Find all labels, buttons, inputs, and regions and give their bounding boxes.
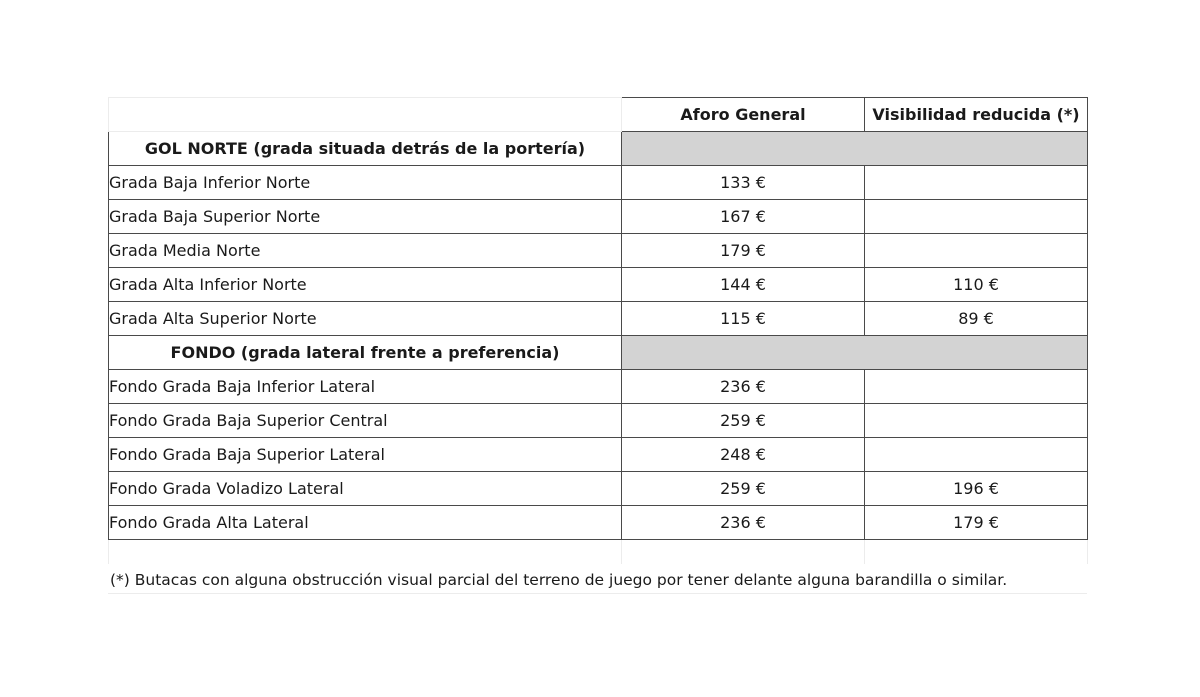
section-shaded-cell [622,336,1088,370]
section-title-fondo: FONDO (grada lateral frente a preferencia) [109,336,622,370]
spacer-cell [622,540,865,565]
price-general: 115 € [622,302,865,336]
table-row [109,438,1088,472]
table-row [109,302,1088,336]
price-reduced [865,166,1088,200]
row-label: Grada Baja Inferior Norte [109,166,622,200]
row-label: Fondo Grada Baja Superior Lateral [109,438,622,472]
price-table-container [108,97,1087,564]
price-reduced: 196 € [865,472,1088,506]
section-header-row [109,336,1088,370]
row-label: Grada Alta Inferior Norte [109,268,622,302]
section-header-row [109,132,1088,166]
spacer-cell [109,540,622,565]
table-row [109,472,1088,506]
header-row [109,98,1088,132]
row-label: Grada Baja Superior Norte [109,200,622,234]
price-general: 133 € [622,166,865,200]
price-reduced: 179 € [865,506,1088,540]
footnote-gridline [108,593,1087,594]
row-label: Fondo Grada Baja Superior Central [109,404,622,438]
price-general: 167 € [622,200,865,234]
price-reduced [865,234,1088,268]
table-row [109,404,1088,438]
column-header-general: Aforo General [622,98,865,132]
section-shaded-cell [622,132,1088,166]
table-row [109,234,1088,268]
row-label: Fondo Grada Voladizo Lateral [109,472,622,506]
table-row [109,200,1088,234]
price-general: 236 € [622,370,865,404]
price-general: 259 € [622,472,865,506]
table-row [109,268,1088,302]
row-label: Grada Alta Superior Norte [109,302,622,336]
footnote: (*) Butacas con alguna obstrucción visual parcial del terreno de juego por tener delante alguna barandilla o similar. [110,571,1008,589]
row-label: Fondo Grada Alta Lateral [109,506,622,540]
table-row [109,166,1088,200]
price-reduced: 89 € [865,302,1088,336]
price-general: 179 € [622,234,865,268]
row-label: Grada Media Norte [109,234,622,268]
price-reduced [865,370,1088,404]
price-reduced [865,200,1088,234]
price-table [108,97,1088,564]
section-title-gol-norte: GOL NORTE (grada situada detrás de la portería) [109,132,622,166]
table-row [109,370,1088,404]
price-general: 248 € [622,438,865,472]
price-reduced [865,404,1088,438]
spacer-cell [865,540,1088,565]
price-general: 259 € [622,404,865,438]
price-reduced [865,438,1088,472]
header-empty-cell [109,98,622,132]
price-general: 144 € [622,268,865,302]
row-label: Fondo Grada Baja Inferior Lateral [109,370,622,404]
table-row [109,506,1088,540]
spacer-row [109,540,1088,565]
price-reduced: 110 € [865,268,1088,302]
price-general: 236 € [622,506,865,540]
column-header-reduced: Visibilidad reducida (*) [865,98,1088,132]
